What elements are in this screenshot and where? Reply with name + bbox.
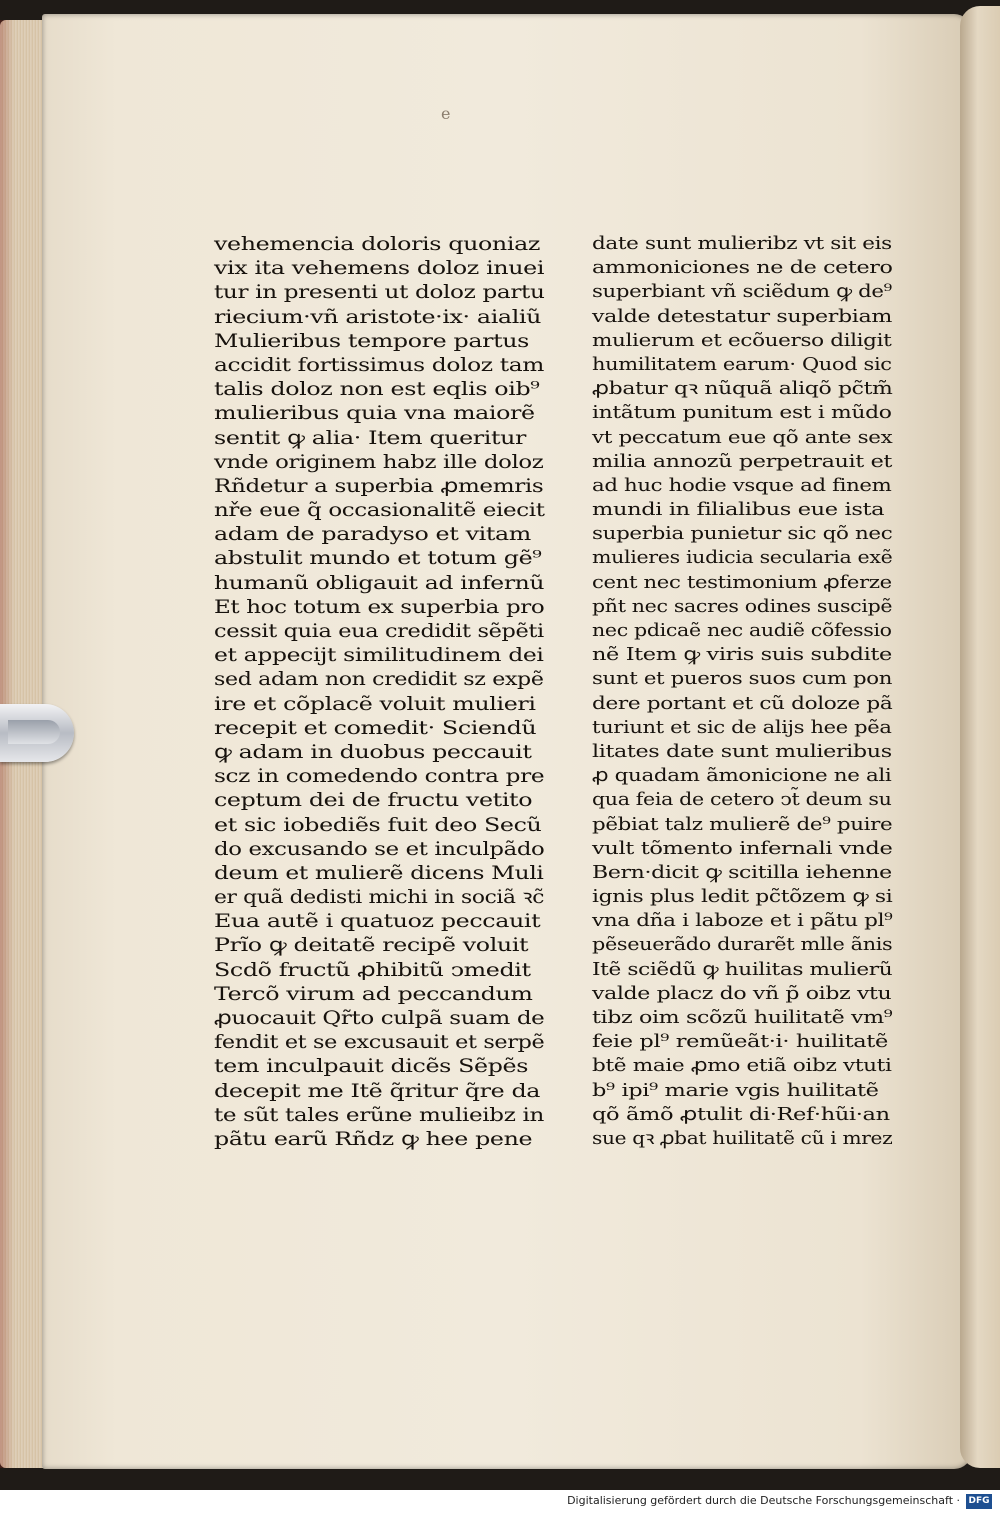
text-line: vehemencia doloris quoniaz <box>214 233 541 255</box>
text-line: et appecijt similitudinem dei <box>214 644 544 667</box>
text-line: Itẽ sciẽdũ ꝙ huilitas mulierũ <box>592 958 893 980</box>
text-line: milia annozũ perpetrauit et <box>592 450 893 472</box>
text-line: tur in presenti ut doloz partu <box>214 281 545 304</box>
page-holder-clip <box>0 704 74 762</box>
text-line: cent nec testimonium ꝓferze <box>592 571 892 593</box>
text-line: vna dña i laboze et i pãtu pl⁹ <box>592 910 893 932</box>
text-line: litates date sunt mulieribus <box>592 740 892 762</box>
left-text-column <box>214 232 544 1151</box>
text-line: Mulieribus tempore partus <box>214 329 529 352</box>
text-line: turiunt et sic de alijs hee pẽa <box>592 716 892 738</box>
footer-bar <box>0 1490 1000 1514</box>
text-line: Et hoc totum ex superbia pro <box>214 595 545 618</box>
text-line: ꝓbatur qꝛ nũquã aliqõ pc̃tm̃ <box>592 378 893 400</box>
right-text-column <box>592 232 892 1151</box>
text-line: decepit me Itẽ q̃ritur q̃re da <box>214 1079 541 1102</box>
text-line: abstulit mundo et totum gẽ⁹ <box>214 547 542 570</box>
text-line: nẽ Item ꝙ viris suis subdite <box>592 644 892 666</box>
text-line: b⁹ ipi⁹ marie vgis huilitatẽ <box>592 1079 879 1101</box>
text-line: cessit quia eua credidit sẽpẽti <box>214 620 544 642</box>
text-line: vnde originem habz ille doloz <box>214 450 544 473</box>
text-line: sue qꝛ ꝓbat huilitatẽ cũ i mrez <box>592 1127 893 1149</box>
text-line: ad huc hodie vsque ad finem <box>592 474 892 496</box>
text-line: Bern·dicit ꝙ scitilla iehenne <box>592 861 892 883</box>
text-line: pẽbiat talz mulierẽ de⁹ puire <box>592 813 893 835</box>
text-line: tem inculpauit dicẽs Sẽpẽs <box>214 1055 529 1078</box>
text-line: do excusando se et inculpãdo <box>214 837 545 860</box>
text-line: qua feia de cetero ↄt̃ deum su <box>592 789 892 811</box>
text-line: riecium·vñ aristote·ix· aialiũ <box>214 305 542 328</box>
text-line: deum et mulierẽ dicens Muli <box>214 861 544 884</box>
text-line: vult tõmento infernali vnde <box>592 837 893 859</box>
text-line: humanũ obligauit ad infernũ <box>214 571 545 594</box>
text-line: qõ ãmõ ꝓtulit di·Ref·hũi·an <box>592 1103 890 1125</box>
text-line: ignis plus ledit pc̃tõzem ꝙ si <box>592 886 893 908</box>
text-line: pẽseuerãdo durarẽt mlle ãnis <box>592 934 893 956</box>
text-line: er quã dedisti michi in sociã ꝛc̃ <box>214 886 545 909</box>
text-line: scz in comedendo contra pre <box>214 765 545 788</box>
text-line: fendit et se excusauit et serpẽ <box>214 1031 545 1054</box>
text-line: sentit ꝙ alia· Item queritur <box>214 426 527 449</box>
text-line: sed adam non credidit sz expẽ <box>214 668 544 691</box>
text-line: vt peccatum eue qõ ante sex <box>592 426 893 448</box>
text-line: talis doloz non est eqlis oib⁹ <box>214 378 540 401</box>
text-line: Prĩo ꝙ deitatẽ recipẽ voluit <box>214 934 529 957</box>
text-line: intãtum punitum est i mũdo <box>592 402 892 424</box>
text-line: ꝓuocauit Qr̃to culpã suam de <box>214 1007 545 1029</box>
text-line: pãtu earũ Rñdz ꝙ hee pene <box>214 1127 533 1150</box>
text-line: mundi in filialibus eue ista <box>592 499 885 521</box>
text-line: te sũt tales erũne mulieibz in <box>214 1103 544 1126</box>
text-line: ꝓ quadam ãmonicione ne ali <box>592 765 892 787</box>
text-line: mulieribus quia vna maiorẽ <box>214 402 535 425</box>
page-mark: e <box>441 104 451 123</box>
text-line: dere portant et cũ doloze pã <box>592 692 893 714</box>
text-line: mulieres iudicia secularia exẽ <box>592 547 893 569</box>
text-line: feie pl⁹ remũeãt·i· huilitatẽ <box>592 1031 888 1053</box>
text-line: superbiant vñ sciẽdum ꝙ de⁹ <box>592 281 892 303</box>
text-line: ꝙ adam in duobus peccauit <box>214 740 532 763</box>
footer-credit: Digitalisierung gefördert durch die Deutsche Forschungsgemeinschaft · <box>567 1494 960 1507</box>
text-line: pñt nec sacres odines suscipẽ <box>592 595 893 617</box>
text-line: accidit fortissimus doloz tam <box>214 353 544 376</box>
dfg-logo: DFG <box>966 1494 992 1509</box>
text-line: Tercõ virum ad peccandum <box>214 982 533 1005</box>
text-line: recepit et comedit· Sciendũ <box>214 716 537 739</box>
text-line: nec pdicaẽ nec audiẽ cõfessio <box>592 620 892 641</box>
text-line: ire et cõplacẽ voluit mulieri <box>214 692 536 715</box>
facing-page-edge <box>960 6 1000 1468</box>
text-line: et sic iobediẽs fuit deo Secũ <box>214 813 542 836</box>
text-line: valde placz do vñ p̃ oibz vtu <box>592 982 892 1004</box>
text-line: nře eue q̃ occasionalitẽ eiecit <box>214 499 545 522</box>
text-line: Scdõ fructũ ꝓhibitũ ↄmedit <box>214 958 531 981</box>
text-line: tibz oim scõzũ huilitatẽ vm⁹ <box>592 1007 893 1028</box>
text-line: humilitatem earum· Quod sic <box>592 353 892 375</box>
text-line: superbia punietur sic qõ nec <box>592 523 893 545</box>
text-line: mulierum et ecõuerso diligit <box>592 329 892 351</box>
text-line: date sunt mulieribz vt sit eis <box>592 233 892 254</box>
text-line: adam de paradyso et vitam <box>214 523 531 546</box>
text-line: Rñdetur a superbia ꝓmemris <box>214 474 544 497</box>
text-line: vix ita vehemens doloz inuei <box>214 257 545 280</box>
text-line: btẽ maie ꝓmo etiã oibz vtuti <box>592 1055 892 1077</box>
text-line: ammoniciones ne de cetero <box>592 257 893 279</box>
text-line: sunt et pueros suos cum pon <box>592 668 893 690</box>
text-line: valde detestatur superbiam <box>592 305 892 327</box>
text-line: ceptum dei de fructu vetito <box>214 789 533 812</box>
text-line: Eua autẽ i quatuoz peccauit <box>214 910 541 933</box>
